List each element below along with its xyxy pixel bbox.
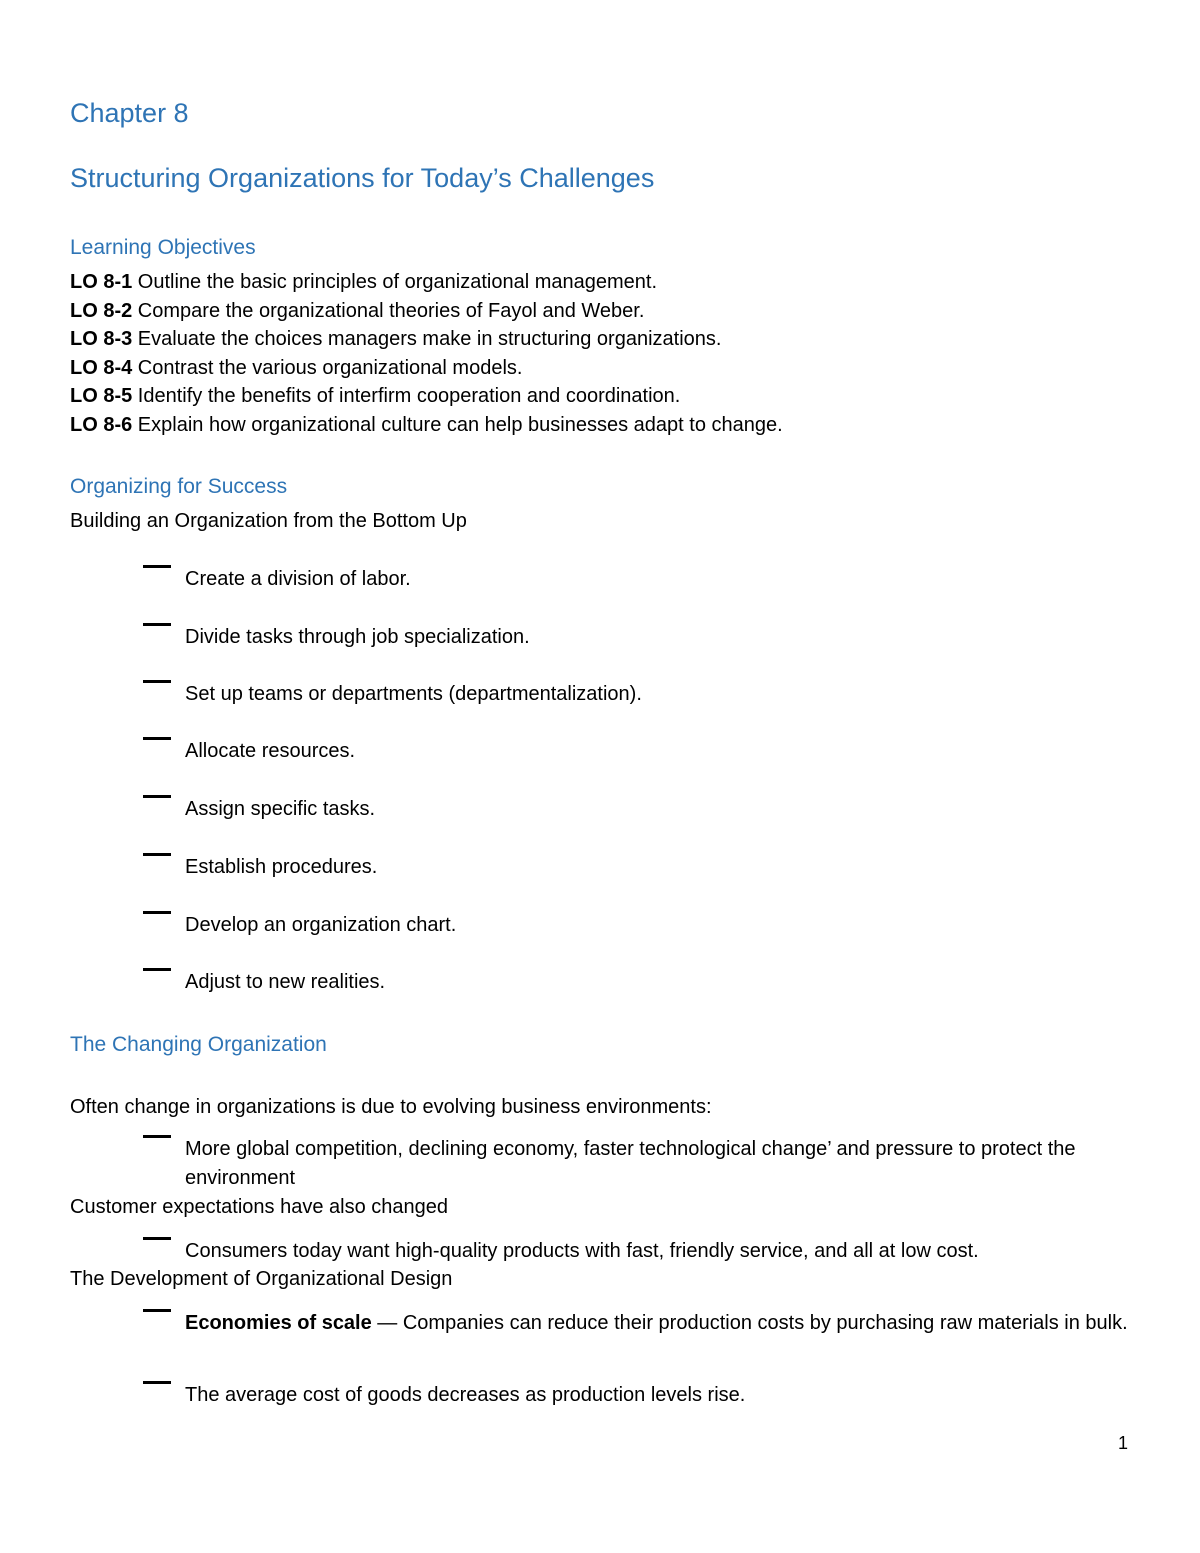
objective-code: LO 8-5 — [70, 385, 133, 407]
learning-objective-item — [70, 356, 522, 380]
objective-text: Explain how organizational culture can help businesses adapt to change. — [132, 414, 783, 436]
customer-expectations-line: Customer expectations have also changed — [70, 1196, 449, 1218]
objective-text: Evaluate the choices managers make in structuring organizations. — [132, 328, 722, 350]
list-item: More global competition, declining economy, faster technological change’ and pressure to protect the environment — [185, 1138, 1076, 1189]
list-item: Divide tasks through job specialization. — [185, 626, 530, 648]
learning-objective-item — [70, 327, 721, 351]
learning-objective-item — [70, 270, 657, 294]
objective-code: LO 8-1 — [70, 271, 133, 293]
objective-text: Outline the basic principles of organizational management. — [132, 271, 657, 293]
learning-objective-item — [70, 299, 644, 323]
page-number: 1 — [1118, 1433, 1129, 1453]
development-line: The Development of Organizational Design — [70, 1268, 453, 1290]
list-item: Consumers today want high-quality products with fast, friendly service, and all at low cost. — [185, 1240, 979, 1262]
objective-text: Identify the benefits of interfirm cooperation and coordination. — [132, 385, 681, 407]
economies-of-scale-term: Economies of scale — [185, 1312, 372, 1334]
list-item: Allocate resources. — [185, 740, 356, 762]
learning-objectives-heading: Learning Objectives — [70, 236, 256, 259]
changing-intro: Often change in organizations is due to evolving business environments: — [70, 1096, 712, 1118]
list-item: Adjust to new realities. — [185, 971, 386, 993]
learning-objective-item — [70, 413, 783, 437]
list-item: Assign specific tasks. — [185, 798, 376, 820]
list-item: Create a division of labor. — [185, 568, 411, 590]
objective-code: LO 8-2 — [70, 300, 133, 322]
list-item: Set up teams or departments (departmentalization). — [185, 683, 642, 705]
economies-of-scale-text: — Companies can reduce their production costs by purchasing raw materials in bulk. — [371, 1312, 1128, 1334]
organizing-subheading: Building an Organization from the Bottom Up — [70, 510, 467, 532]
organizing-heading: Organizing for Success — [70, 475, 288, 498]
list-item: Establish procedures. — [185, 856, 378, 878]
chapter-heading: Chapter 8 — [70, 98, 189, 128]
changing-organization-heading: The Changing Organization — [70, 1033, 327, 1056]
list-item: The average cost of goods decreases as production levels rise. — [185, 1384, 746, 1406]
objective-text: Contrast the various organizational models. — [132, 357, 523, 379]
list-item — [143, 1309, 1143, 1338]
objective-code: LO 8-6 — [70, 414, 133, 436]
learning-objective-item — [70, 384, 680, 408]
objective-code: LO 8-4 — [70, 357, 133, 379]
list-item: Develop an organization chart. — [185, 914, 457, 936]
chapter-title: Structuring Organizations for Today’s Challenges — [70, 163, 655, 193]
objective-code: LO 8-3 — [70, 328, 133, 350]
objective-text: Compare the organizational theories of Fayol and Weber. — [132, 300, 645, 322]
